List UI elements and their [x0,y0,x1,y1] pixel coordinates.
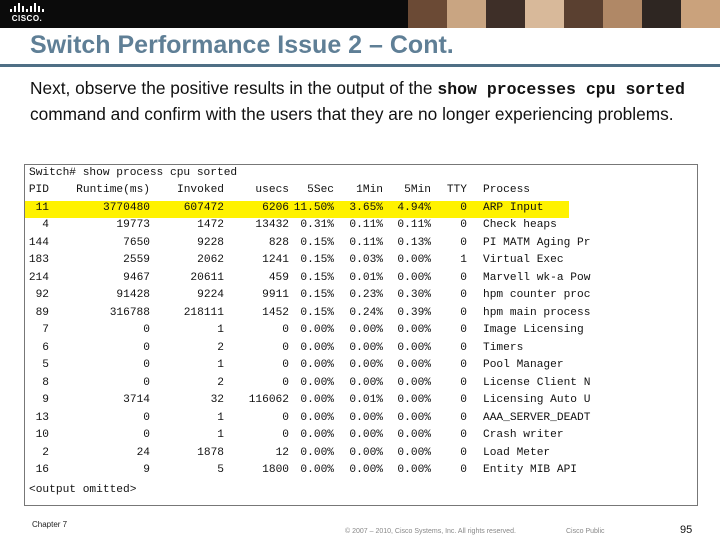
cell-1min: 0.01% [349,271,383,284]
cell-runtime: 3770480 [103,201,150,214]
cell-runtime: 2559 [123,254,150,266]
cli-process-row [25,393,697,411]
cell-pid: 10 [35,429,49,441]
chapter-label: Chapter 7 [32,520,68,529]
cell-invoked: 218111 [183,306,224,319]
header-5sec: 5Sec [307,184,334,196]
cell-5sec: 0.00% [300,324,334,336]
cell-invoked: 32 [210,394,224,406]
cell-pid: 11 [35,201,49,214]
cell-runtime: 0 [143,359,150,371]
cell-usecs: 0 [282,341,289,354]
cell-tty: 0 [460,219,467,231]
cell-usecs: 0 [282,376,289,389]
cell-usecs: 12 [275,446,289,459]
cli-process-row [25,253,697,271]
cell-5min: 0.00% [397,446,431,459]
classification-label: Cisco Public [566,528,605,535]
cell-pid: 2 [42,446,49,459]
cell-invoked: 9228 [197,236,224,249]
header-1min: 1Min [356,184,383,196]
cell-invoked: 1 [217,324,224,336]
cell-process: Licensing Auto U [483,394,591,406]
cell-1min: 0.03% [349,254,383,266]
cell-usecs: 0 [282,324,289,336]
cell-runtime: 9467 [123,271,150,284]
cli-process-row [25,446,697,464]
cell-process: Pool Manager [483,359,564,371]
cell-usecs: 1452 [262,306,289,319]
cell-invoked: 1472 [197,219,224,231]
cell-tty: 0 [460,236,467,249]
cell-5sec: 0.15% [300,254,334,266]
cell-5min: 0.00% [397,254,431,266]
cell-invoked: 20611 [190,271,224,284]
cell-5sec: 0.15% [300,289,334,301]
cell-5min: 0.30% [397,289,431,301]
cell-5sec: 0.00% [300,341,334,354]
cell-5sec: 0.15% [300,236,334,249]
cell-tty: 0 [460,201,467,214]
cli-process-row [25,376,697,394]
cell-usecs: 9911 [262,289,289,301]
cell-pid: 5 [42,359,49,371]
cell-pid: 92 [35,289,49,301]
cell-pid: 214 [28,271,49,284]
cell-usecs: 13432 [255,219,289,231]
header-tty: TTY [446,184,467,196]
intro-text-before: Next, observe the positive results in the output of the [30,78,438,98]
top-banner [0,0,720,28]
cell-process: Marvell wk-a Pow [483,271,591,284]
cell-process: Image Licensing [483,324,584,336]
cell-usecs: 6206 [262,201,289,214]
header-5min: 5Min [404,184,431,196]
cell-5sec: 0.00% [300,446,334,459]
cell-1min: 0.23% [349,289,383,301]
cli-process-row [25,428,697,446]
cli-prompt: Switch# show process cpu sorted [29,167,238,179]
banner-photo-strip [408,0,720,28]
cisco-logo [8,3,46,25]
cell-5sec: 0.00% [300,464,334,476]
cell-usecs: 116062 [248,394,289,406]
cell-process: Load Meter [483,446,551,459]
cell-5min: 4.94% [397,201,431,214]
cisco-logo-bars [8,3,46,12]
cell-invoked: 607472 [183,201,224,214]
cell-tty: 0 [460,306,467,319]
cell-pid: 13 [35,411,49,424]
cell-process: hpm main process [483,306,591,319]
header-usecs: usecs [255,184,289,196]
cell-usecs: 0 [282,429,289,441]
header-runtime: Runtime(ms) [76,184,150,196]
cell-pid: 144 [28,236,49,249]
cell-tty: 0 [460,464,467,476]
cell-tty: 0 [460,376,467,389]
cell-1min: 0.01% [349,394,383,406]
cell-1min: 0.00% [349,341,383,354]
cell-1min: 0.00% [349,359,383,371]
cell-runtime: 0 [143,324,150,336]
cell-5min: 0.00% [397,376,431,389]
cell-tty: 0 [460,359,467,371]
intro-paragraph [30,76,710,126]
cell-5min: 0.00% [397,359,431,371]
cell-tty: 0 [460,411,467,424]
cell-pid: 6 [42,341,49,354]
cell-runtime: 7650 [123,236,150,249]
cell-1min: 0.11% [349,219,383,231]
cell-pid: 89 [35,306,49,319]
intro-command: show processes cpu sorted [437,80,685,99]
cli-process-row [25,411,697,429]
cli-process-row [25,201,697,219]
cell-process: Check heaps [483,219,557,231]
cell-usecs: 459 [268,271,289,284]
cell-runtime: 0 [143,411,150,424]
cell-pid: 7 [42,324,49,336]
cell-usecs: 1241 [262,254,289,266]
cell-process: Entity MIB API [483,464,577,476]
cell-pid: 183 [28,254,49,266]
cell-tty: 0 [460,341,467,354]
cisco-logo-text: CISCO. [11,14,43,23]
cell-5sec: 0.15% [300,271,334,284]
cell-runtime: 0 [143,429,150,441]
intro-text-after: command and confirm with the users that they are no longer experiencing problems. [30,104,674,124]
cli-process-row [25,463,697,481]
cell-pid: 9 [42,394,49,406]
cell-1min: 0.00% [349,464,383,476]
cell-invoked: 2 [217,341,224,354]
cell-1min: 0.00% [349,324,383,336]
cell-invoked: 1 [217,429,224,441]
cell-process: hpm counter proc [483,289,591,301]
copyright-text: © 2007 – 2010, Cisco Systems, Inc. All rights reserved. [345,528,516,535]
cell-usecs: 0 [282,411,289,424]
cli-process-row [25,323,697,341]
cell-tty: 0 [460,394,467,406]
header-invoked: Invoked [177,184,224,196]
cell-runtime: 24 [136,446,150,459]
cell-invoked: 5 [217,464,224,476]
cell-5sec: 0.15% [300,306,334,319]
cli-header-row [25,183,697,201]
cell-invoked: 1 [217,359,224,371]
cell-5min: 0.00% [397,324,431,336]
header-pid: PID [28,184,49,196]
cell-process: Crash writer [483,429,564,441]
cell-5min: 0.00% [397,464,431,476]
cell-invoked: 1878 [197,446,224,459]
cli-process-row [25,271,697,289]
cell-5min: 0.00% [397,411,431,424]
cell-1min: 0.24% [349,306,383,319]
cell-pid: 4 [42,219,49,231]
cell-runtime: 9 [143,464,150,476]
cell-5min: 0.00% [397,429,431,441]
cli-process-row [25,288,697,306]
cell-runtime: 0 [143,341,150,354]
cell-tty: 0 [460,324,467,336]
cell-5min: 0.00% [397,394,431,406]
cell-process: AAA_SERVER_DEADT [483,411,591,424]
cell-1min: 3.65% [349,201,383,214]
cell-tty: 0 [460,446,467,459]
cell-tty: 1 [460,254,467,266]
cell-5min: 0.39% [397,306,431,319]
cell-1min: 0.00% [349,429,383,441]
cell-5min: 0.00% [397,271,431,284]
cell-5sec: 0.00% [300,394,334,406]
cell-pid: 8 [42,376,49,389]
cell-process: ARP Input [483,201,544,214]
cell-invoked: 1 [217,411,224,424]
slide-title: Switch Performance Issue 2 – Cont. [30,31,454,59]
cell-pid: 16 [35,464,49,476]
cell-5sec: 11.50% [293,201,334,214]
cell-process: Timers [483,341,524,354]
cell-process: Virtual Exec [483,254,564,266]
cell-usecs: 828 [268,236,289,249]
cell-process: License Client N [483,376,591,389]
cell-tty: 0 [460,271,467,284]
cell-1min: 0.00% [349,446,383,459]
cli-process-row [25,306,697,324]
cell-1min: 0.00% [349,376,383,389]
cell-5sec: 0.00% [300,411,334,424]
cell-usecs: 1800 [262,464,289,476]
cell-runtime: 3714 [123,394,150,406]
cell-5sec: 0.00% [300,359,334,371]
cell-runtime: 0 [143,376,150,389]
cell-runtime: 316788 [109,306,150,319]
cell-1min: 0.00% [349,411,383,424]
cli-process-row [25,341,697,359]
cell-invoked: 2 [217,376,224,389]
cell-tty: 0 [460,289,467,301]
cell-process: PI MATM Aging Pr [483,236,591,249]
cell-5min: 0.13% [397,236,431,249]
cell-5sec: 0.31% [300,219,334,231]
cli-output-box [24,164,698,506]
title-divider [0,64,720,67]
cell-5min: 0.11% [397,219,431,231]
cell-usecs: 0 [282,359,289,371]
cell-5min: 0.00% [397,341,431,354]
header-process: Process [483,184,530,196]
cell-invoked: 9224 [197,289,224,301]
cell-5sec: 0.00% [300,429,334,441]
cli-process-row [25,218,697,236]
cell-5sec: 0.00% [300,376,334,389]
cli-process-row [25,358,697,376]
cell-tty: 0 [460,429,467,441]
page-number: 95 [680,524,693,536]
cell-1min: 0.11% [349,236,383,249]
cell-runtime: 91428 [116,289,150,301]
cell-invoked: 2062 [197,254,224,266]
cli-process-row [25,236,697,254]
cli-output-omitted: <output omitted> [29,484,137,496]
cell-runtime: 19773 [116,219,150,231]
